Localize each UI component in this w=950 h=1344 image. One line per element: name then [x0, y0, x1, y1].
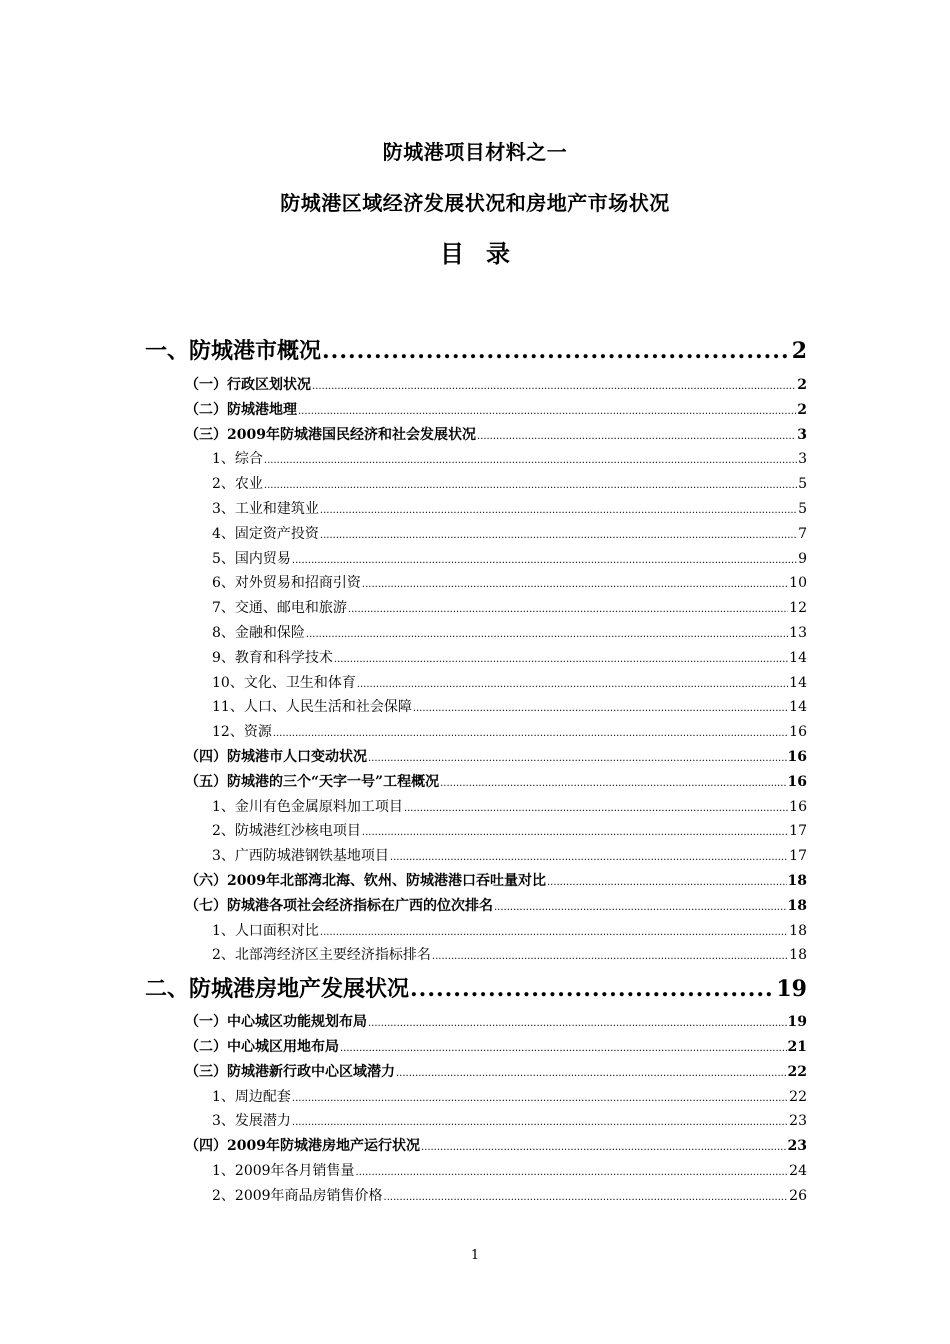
- toc-entry-label: 2、农业: [212, 476, 263, 493]
- toc-entry-label: 1、2009年各月销售量: [212, 1162, 355, 1179]
- toc-entry-page: 22: [789, 1088, 807, 1105]
- toc-entry-page: 14: [789, 649, 807, 666]
- toc-leader-dots: [362, 573, 788, 598]
- toc-leader-dots: [306, 623, 788, 648]
- toc-entry-page: 7: [798, 525, 807, 542]
- toc-entry-label: （六）2009年北部湾北海、钦州、防城港港口吞吐量对比: [185, 872, 546, 889]
- toc-leader-dots: [410, 970, 775, 1008]
- toc-leader-dots: [357, 673, 788, 698]
- toc-leader-dots: [477, 425, 796, 450]
- toc-entry-page: 23: [787, 1138, 807, 1155]
- toc-item-entry[interactable]: [145, 472, 807, 497]
- toc-entry-page: 9: [798, 550, 807, 567]
- toc-item-entry[interactable]: [145, 795, 807, 820]
- toc-entry-label: 9、教育和科学技术: [212, 649, 333, 666]
- toc-entry-label: 2、北部湾经济区主要经济指标排名: [212, 947, 431, 964]
- toc-entry-page: 14: [789, 699, 807, 716]
- toc-item-entry[interactable]: [145, 497, 807, 522]
- toc-leader-dots: [292, 1111, 788, 1136]
- toc-entry-label: （三）防城港新行政中心区域潜力: [185, 1063, 395, 1080]
- toc-subsection-entry[interactable]: [145, 1134, 807, 1159]
- toc-entry-page: 16: [787, 748, 807, 765]
- toc-item-entry[interactable]: [145, 621, 807, 646]
- toc-leader-dots: [362, 821, 788, 846]
- toc-leader-dots: [273, 722, 788, 747]
- toc-entry-label: 3、广西防城港钢铁基地项目: [212, 848, 389, 865]
- toc-subsection-entry[interactable]: [145, 1035, 807, 1060]
- toc-entry-page: 18: [789, 947, 807, 964]
- toc-leader-dots: [368, 747, 787, 772]
- toc-leader-dots: [421, 1136, 787, 1161]
- toc-entry-page: 18: [787, 897, 807, 914]
- toc-item-entry[interactable]: [145, 1184, 807, 1209]
- toc-entry-label: （四）防城港市人口变动状况: [185, 748, 367, 765]
- toc-entry-page: 19: [787, 1014, 807, 1031]
- document-title: 防城港项目材料之一: [382, 140, 568, 164]
- toc-item-entry[interactable]: [145, 695, 807, 720]
- toc-leader-dots: [292, 549, 797, 574]
- toc-entry-label: 二、防城港房地产发展状况: [145, 976, 410, 1003]
- toc-section-entry[interactable]: [145, 332, 807, 370]
- toc-item-entry[interactable]: [145, 943, 807, 968]
- toc-entry-page: 23: [789, 1113, 807, 1130]
- toc-entry-page: 2: [797, 377, 807, 393]
- toc-leader-dots: [264, 474, 797, 499]
- toc-leader-dots: [334, 648, 788, 673]
- toc-item-entry[interactable]: [145, 596, 807, 621]
- toc-leader-dots: [340, 1037, 787, 1062]
- table-of-contents: [145, 332, 807, 1209]
- toc-entry-label: （七）防城港各项社会经济指标在广西的位次排名: [185, 897, 493, 914]
- toc-entry-label: 12、资源: [212, 724, 272, 741]
- toc-leader-dots: [547, 871, 787, 896]
- toc-item-entry[interactable]: [145, 1109, 807, 1134]
- toc-item-entry[interactable]: [145, 919, 807, 944]
- toc-leader-dots: [292, 1087, 788, 1112]
- toc-entry-page: 2: [791, 338, 807, 364]
- toc-entry-label: 11、人口、人民生活和社会保障: [212, 699, 412, 716]
- toc-entry-page: 18: [789, 922, 807, 939]
- toc-leader-dots: [440, 772, 786, 797]
- toc-entry-label: 1、综合: [212, 451, 263, 468]
- toc-entry-page: 22: [787, 1063, 807, 1080]
- toc-entry-page: 16: [787, 773, 807, 790]
- toc-subsection-entry[interactable]: [145, 373, 807, 398]
- toc-subsection-entry[interactable]: [145, 745, 807, 770]
- toc-entry-label: （三）2009年防城港国民经济和社会发展状况: [185, 426, 476, 443]
- toc-leader-dots: [320, 524, 797, 549]
- toc-leader-dots: [298, 400, 796, 425]
- toc-entry-label: 2、防城港红沙核电项目: [212, 823, 361, 840]
- toc-item-entry[interactable]: [145, 646, 807, 671]
- toc-leader-dots: [494, 896, 787, 921]
- toc-subsection-entry[interactable]: [145, 1010, 807, 1035]
- toc-leader-dots: [404, 797, 788, 822]
- toc-item-entry[interactable]: [145, 522, 807, 547]
- toc-entry-page: 5: [798, 500, 807, 517]
- toc-item-entry[interactable]: [145, 844, 807, 869]
- toc-entry-page: 12: [789, 600, 807, 617]
- toc-entry-page: 5: [798, 476, 807, 493]
- toc-leader-dots: [396, 1062, 787, 1087]
- toc-entry-label: 4、固定资产投资: [212, 525, 319, 542]
- toc-entry-page: 17: [789, 823, 807, 840]
- toc-leader-dots: [368, 1012, 787, 1037]
- toc-entry-page: 2: [797, 401, 807, 418]
- toc-entry-label: 1、周边配套: [212, 1088, 291, 1105]
- toc-entry-page: 16: [789, 798, 807, 815]
- toc-entry-label: 8、金融和保险: [212, 624, 305, 641]
- toc-entry-label: 1、金川有色金属原料加工项目: [212, 798, 403, 815]
- toc-subsection-entry[interactable]: [145, 1060, 807, 1085]
- toc-entry-label: 10、文化、卫生和体育: [212, 674, 356, 691]
- toc-section-entry[interactable]: [145, 970, 807, 1008]
- toc-entry-page: 21: [787, 1038, 807, 1055]
- toc-leader-dots: [390, 846, 788, 871]
- toc-subsection-entry[interactable]: [145, 398, 807, 423]
- toc-entry-label: 一、防城港市概况: [145, 338, 322, 364]
- toc-subsection-entry[interactable]: [145, 894, 807, 919]
- toc-leader-dots: [320, 921, 788, 946]
- toc-entry-page: 19: [776, 976, 807, 1003]
- toc-entry-label: （一）中心城区功能规划布局: [185, 1014, 367, 1031]
- toc-leader-dots: [348, 598, 788, 623]
- toc-leader-dots: [320, 499, 797, 524]
- toc-subsection-entry[interactable]: [145, 869, 807, 894]
- toc-entry-label: （五）防城港的三个“天字一号”工程概况: [185, 773, 440, 790]
- toc-item-entry[interactable]: [145, 1085, 807, 1110]
- toc-entry-page: 3: [798, 451, 807, 468]
- toc-entry-label: （二）防城港地理: [185, 401, 297, 418]
- document-subtitle: 防城港区域经济发展状况和房地产市场状况: [280, 191, 670, 215]
- toc-leader-dots: [312, 375, 796, 400]
- toc-item-entry[interactable]: [145, 571, 807, 596]
- toc-item-entry[interactable]: [145, 819, 807, 844]
- toc-entry-page: 14: [789, 674, 807, 691]
- toc-entry-page: 10: [789, 575, 807, 592]
- toc-subsection-entry[interactable]: [145, 770, 807, 795]
- toc-entry-page: 3: [797, 426, 807, 443]
- toc-leader-dots: [264, 449, 797, 474]
- toc-item-entry[interactable]: [145, 720, 807, 745]
- toc-entry-page: 26: [789, 1187, 807, 1204]
- toc-entry-label: 6、对外贸易和招商引资: [212, 575, 361, 592]
- toc-item-entry[interactable]: [145, 671, 807, 696]
- toc-entry-label: 2、2009年商品房销售价格: [212, 1187, 383, 1204]
- toc-entry-label: （一）行政区划状况: [185, 377, 311, 393]
- page-number: 1: [470, 1248, 480, 1263]
- toc-leader-dots: [322, 332, 791, 370]
- toc-leader-dots: [384, 1186, 789, 1211]
- toc-item-entry[interactable]: [145, 447, 807, 472]
- toc-entry-page: 24: [789, 1162, 807, 1179]
- toc-entry-page: 18: [787, 872, 807, 889]
- toc-entry-page: 17: [789, 848, 807, 865]
- toc-entry-label: （二）中心城区用地布局: [185, 1038, 339, 1055]
- toc-entry-label: 7、交通、邮电和旅游: [212, 600, 347, 617]
- toc-entry-label: 3、工业和建筑业: [212, 500, 319, 517]
- toc-item-entry[interactable]: [145, 547, 807, 572]
- toc-entry-label: 5、国内贸易: [212, 550, 291, 567]
- toc-subsection-entry[interactable]: [145, 423, 807, 448]
- toc-leader-dots: [413, 697, 788, 722]
- toc-entry-label: 3、发展潜力: [212, 1113, 291, 1130]
- toc-entry-label: （四）2009年防城港房地产运行状况: [185, 1138, 420, 1155]
- toc-leader-dots: [432, 945, 788, 970]
- toc-entry-page: 13: [789, 624, 807, 641]
- toc-heading: 目录: [440, 239, 532, 268]
- toc-entry-page: 16: [789, 724, 807, 741]
- toc-leader-dots: [356, 1161, 789, 1186]
- toc-item-entry[interactable]: [145, 1159, 807, 1184]
- toc-entry-label: 1、人口面积对比: [212, 922, 319, 939]
